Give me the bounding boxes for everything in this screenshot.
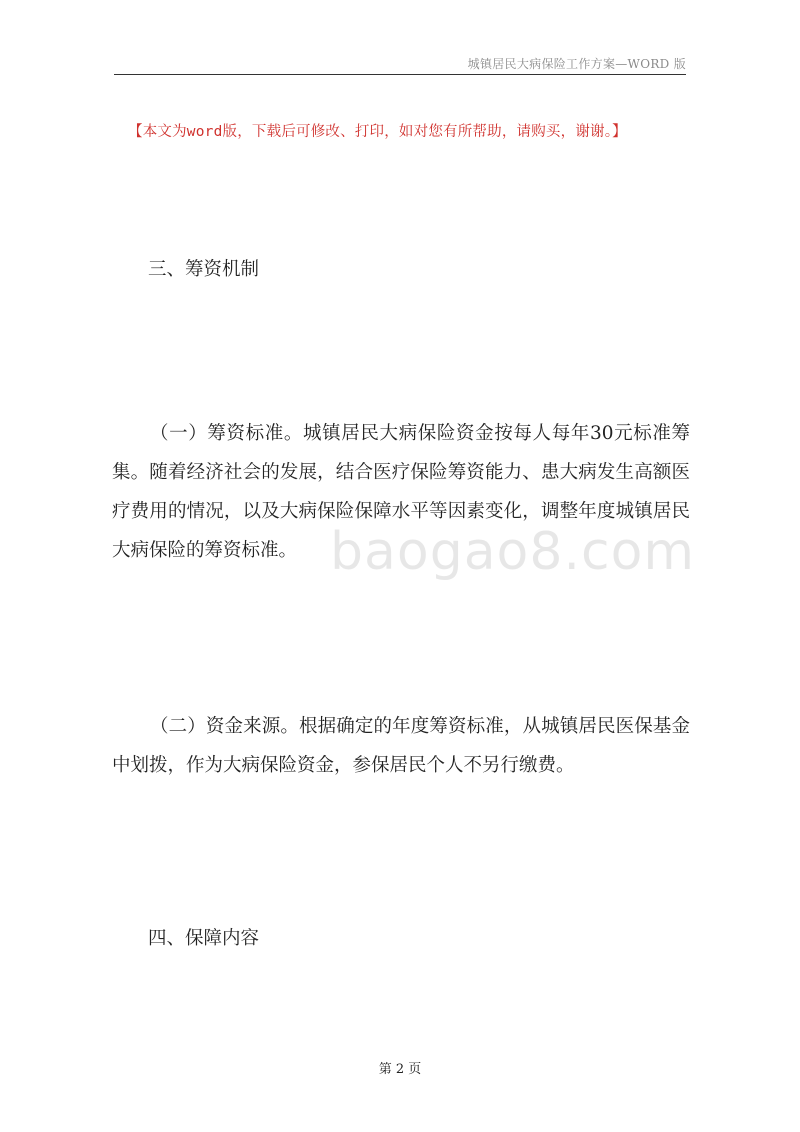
- paragraph-fund-source: （二）资金来源。根据确定的年度筹资标准，从城镇居民医保基金中划拨，作为大病保险资金，参保居民个人不另行缴费。: [112, 716, 690, 776]
- purchase-notice: 【本文为word版，下载后可修改、打印，如对您有所帮助，请购买，谢谢。】: [128, 124, 627, 140]
- section-heading-4: 四、保障内容: [148, 928, 260, 949]
- watermark: baogao8.com: [330, 522, 696, 582]
- page-header: [114, 52, 686, 75]
- page-number: 第 2 页: [378, 1062, 422, 1077]
- section-heading-3: 三、筹资机制: [148, 259, 260, 280]
- header-title: 城镇居民大病保险工作方案—WORD 版: [467, 57, 686, 71]
- paragraph-funding-standard: （一）筹资标准。城镇居民大病保险资金按每人每年30元标准筹集。随着经济社会的发展，结合医疗保险筹资能力、患大病发生高额医疗费用的情况，以及大病保险保障水平等因素变化，调整年度城镇居民大病保险的筹资标准。: [112, 423, 690, 561]
